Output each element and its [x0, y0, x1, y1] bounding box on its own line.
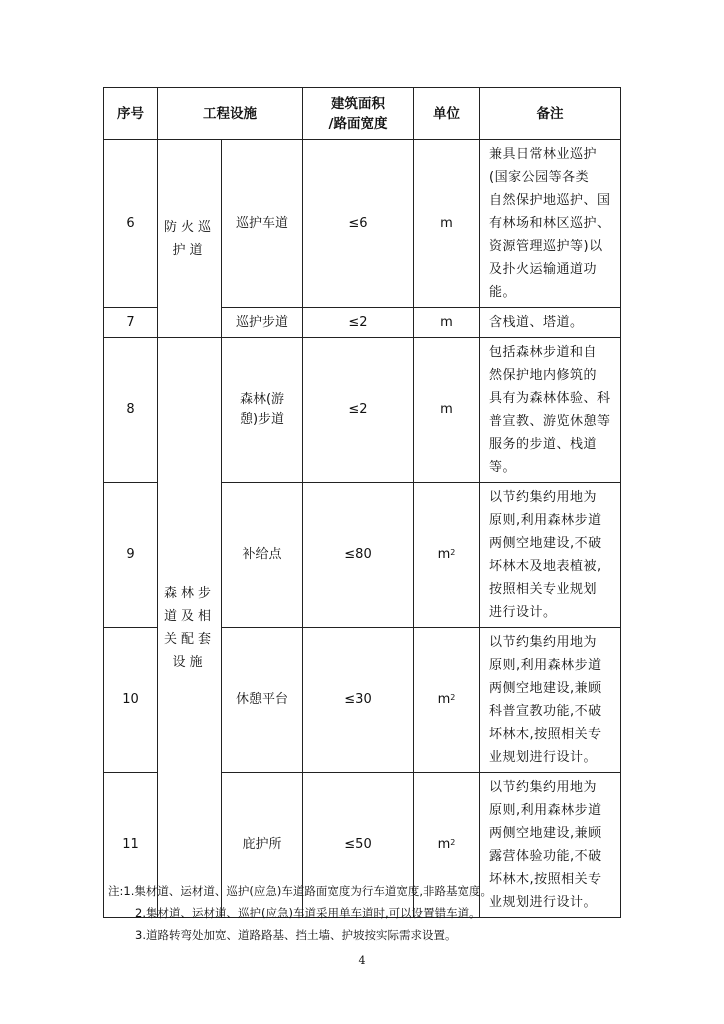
row-subitem: 巡护车道 [222, 140, 303, 308]
remark-line: 具有为森林体验、科 [489, 391, 611, 406]
row-seq: 10 [104, 628, 158, 773]
category-forest-line: 设施 [172, 654, 207, 670]
header-area [303, 88, 414, 140]
remark-line: 普宣教、游览休憩等 [489, 414, 611, 429]
table-row [104, 338, 621, 483]
remark-line: 两侧空地建设,兼顾 [489, 826, 602, 841]
row-subitem: 庇护所 [222, 773, 303, 918]
header-row [104, 88, 621, 140]
row-remark [480, 338, 621, 483]
row-seq: 9 [104, 483, 158, 628]
unit-base: m [437, 692, 451, 707]
unit-base: m [437, 837, 451, 852]
row-size: ≤50 [303, 773, 414, 918]
row-size: ≤2 [303, 338, 414, 483]
unit-base: m [437, 547, 451, 562]
row-unit [414, 628, 480, 773]
remark-line: 业规划进行设计。 [489, 750, 598, 765]
page-number: 4 [358, 954, 366, 967]
row-seq: 11 [104, 773, 158, 918]
row-size: ≤2 [303, 308, 414, 338]
remark-line: 科普宣教功能,不破 [489, 704, 602, 719]
row-unit: m [414, 308, 480, 338]
header-unit: 单位 [414, 88, 480, 140]
header-remark: 备注 [480, 88, 621, 140]
category-fire-line: 防火巡 [164, 219, 216, 235]
row-size: ≤6 [303, 140, 414, 308]
row-remark [480, 483, 621, 628]
header-facility: 工程设施 [158, 88, 303, 140]
remark-line: 坏林木,按照相关专 [489, 727, 602, 742]
facility-spec-table [103, 87, 621, 918]
remark-line: 业规划进行设计。 [489, 895, 598, 910]
header-seq: 序号 [104, 88, 158, 140]
remark-line: 含栈道、塔道。 [489, 315, 584, 330]
category-forest-line: 道及相 [164, 608, 216, 624]
remark-line: 进行设计。 [489, 605, 557, 620]
row-unit: m [414, 338, 480, 483]
row-subitem: 补给点 [222, 483, 303, 628]
remark-line: 资源管理巡护等)以 [489, 239, 603, 254]
row-remark [480, 628, 621, 773]
row-subitem: 休憩平台 [222, 628, 303, 773]
row-remark [480, 773, 621, 918]
remark-line: 有林场和林区巡护、 [489, 216, 611, 231]
footnotes [108, 880, 492, 946]
remark-line: 服务的步道、栈道 [489, 437, 598, 452]
row-seq: 6 [104, 140, 158, 308]
remark-line: 露营体验功能,不破 [489, 849, 602, 864]
remark-line: 两侧空地建设,不破 [489, 536, 602, 551]
category-fire-line: 护道 [172, 242, 207, 258]
row-remark [480, 308, 621, 338]
row-size: ≤80 [303, 483, 414, 628]
remark-line: 原则,利用森林步道 [489, 658, 602, 673]
row-seq: 7 [104, 308, 158, 338]
remark-line: (国家公园等各类 [489, 170, 590, 185]
category-forest-line: 关配套 [164, 631, 216, 647]
row-size: ≤30 [303, 628, 414, 773]
category-forest-line: 森林步 [164, 585, 216, 601]
remark-line: 坏林木,按照相关专 [489, 872, 602, 887]
remark-line: 及扑火运输通道功 [489, 262, 598, 277]
remark-line: 两侧空地建设,兼顾 [489, 681, 602, 696]
row-subitem [222, 338, 303, 483]
row-unit: m [414, 140, 480, 308]
remark-line: 原则,利用森林步道 [489, 803, 602, 818]
row-unit [414, 483, 480, 628]
footnote: 3.道路转弯处加宽、道路路基、挡土墙、护坡按实际需求设置。 [135, 928, 457, 942]
unit-superscript: 2 [450, 838, 456, 847]
remark-line: 按照相关专业规划 [489, 582, 598, 597]
remark-line: 以节约集约用地为 [489, 635, 598, 650]
row-subitem: 巡护步道 [222, 308, 303, 338]
remark-line: 包括森林步道和自 [489, 345, 598, 360]
remark-line: 兼具日常林业巡护 [489, 147, 598, 162]
table-row [104, 140, 621, 308]
remark-line: 等。 [489, 460, 517, 475]
subitem-line: 憩)步道 [239, 412, 285, 427]
remark-line: 原则,利用森林步道 [489, 513, 602, 528]
unit-superscript: 2 [450, 548, 456, 557]
footnote: 2.集材道、运材道、巡护(应急)车道采用单车道时,可以设置错车道。 [135, 906, 481, 920]
row-remark [480, 140, 621, 308]
remark-line: 然保护地内修筑的 [489, 368, 598, 383]
footnote: 注:1.集材道、运材道、巡护(应急)车道路面宽度为行车道宽度,非路基宽度。 [108, 884, 492, 898]
subitem-line: 森林(游 [239, 392, 285, 407]
category-forest [158, 338, 222, 918]
remark-line: 自然保护地巡护、国 [489, 193, 611, 208]
remark-line: 以节约集约用地为 [489, 490, 598, 505]
remark-line: 能。 [489, 285, 517, 300]
remark-line: 以节约集约用地为 [489, 780, 598, 795]
header-area-line1: 建筑面积 [331, 95, 385, 112]
row-seq: 8 [104, 338, 158, 483]
header-area-line2: /路面宽度 [328, 115, 388, 132]
category-fire [158, 140, 222, 338]
unit-superscript: 2 [450, 693, 456, 702]
remark-line: 坏林木及地表植被, [489, 559, 602, 574]
